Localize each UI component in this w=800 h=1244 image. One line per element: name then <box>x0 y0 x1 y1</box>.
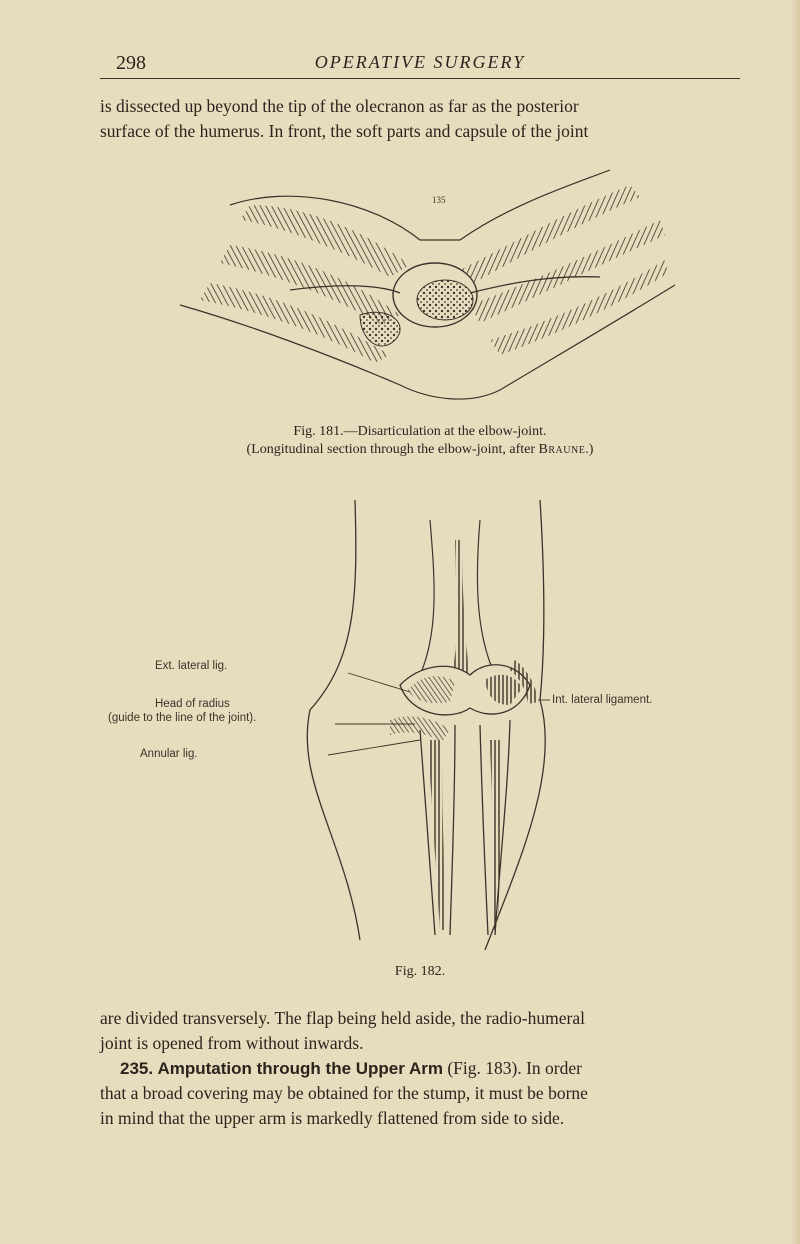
text-span: (Fig. 183). In order <box>442 1058 582 1078</box>
caption-text: .) <box>585 442 594 457</box>
caption-line <box>100 441 740 459</box>
running-title: OPERATIVE SURGERY <box>314 52 526 72</box>
label-annular-ligament: Annular lig. <box>140 748 198 760</box>
text-line: surface of the humerus. In front, the soft parts and capsule of the joint <box>100 121 589 141</box>
section-number: 235. <box>120 1059 154 1078</box>
page-edge <box>790 0 800 1244</box>
figure-182-caption: Fig. 182. <box>394 964 446 979</box>
label-head-of-radius: Head of radius <box>155 698 230 710</box>
caption-text: (Longitudinal section through the elbow-joint, after <box>246 442 539 457</box>
text-line: in mind that the upper arm is markedly flattened from side to side. <box>100 1108 565 1128</box>
label-ext-lateral-ligament: Ext. lateral lig. <box>155 660 228 672</box>
text-line: is dissected up beyond the tip of the olecranon as far as the posterior <box>100 96 579 116</box>
label-joint-guide: (guide to the line of the joint). <box>108 712 257 724</box>
page-number: 298 <box>116 52 146 74</box>
figure-181-caption <box>100 423 740 459</box>
elbow-section-engraving <box>170 165 680 415</box>
caption-author: Braune <box>538 442 586 457</box>
figure-182-illustration <box>90 480 770 950</box>
bottom-paragraph <box>100 1006 740 1131</box>
figure-181-illustration <box>170 165 680 415</box>
text-line: joint is opened from without inwards. <box>100 1033 364 1053</box>
figure-inscription: 135 <box>432 195 446 205</box>
text-line <box>100 1056 740 1081</box>
running-header <box>100 50 740 79</box>
text-line: are divided transversely. The flap being held aside, the radio-humeral <box>100 1008 585 1028</box>
text-line: that a broad covering may be obtained for the stump, it must be borne <box>100 1083 588 1103</box>
top-paragraph <box>100 94 740 144</box>
caption-line: Fig. 181.—Disarticulation at the elbow-joint. <box>293 424 547 439</box>
label-int-lateral-ligament: Int. lateral ligament. <box>552 694 653 706</box>
section-title: Amputation through the Upper Arm <box>157 1059 443 1078</box>
